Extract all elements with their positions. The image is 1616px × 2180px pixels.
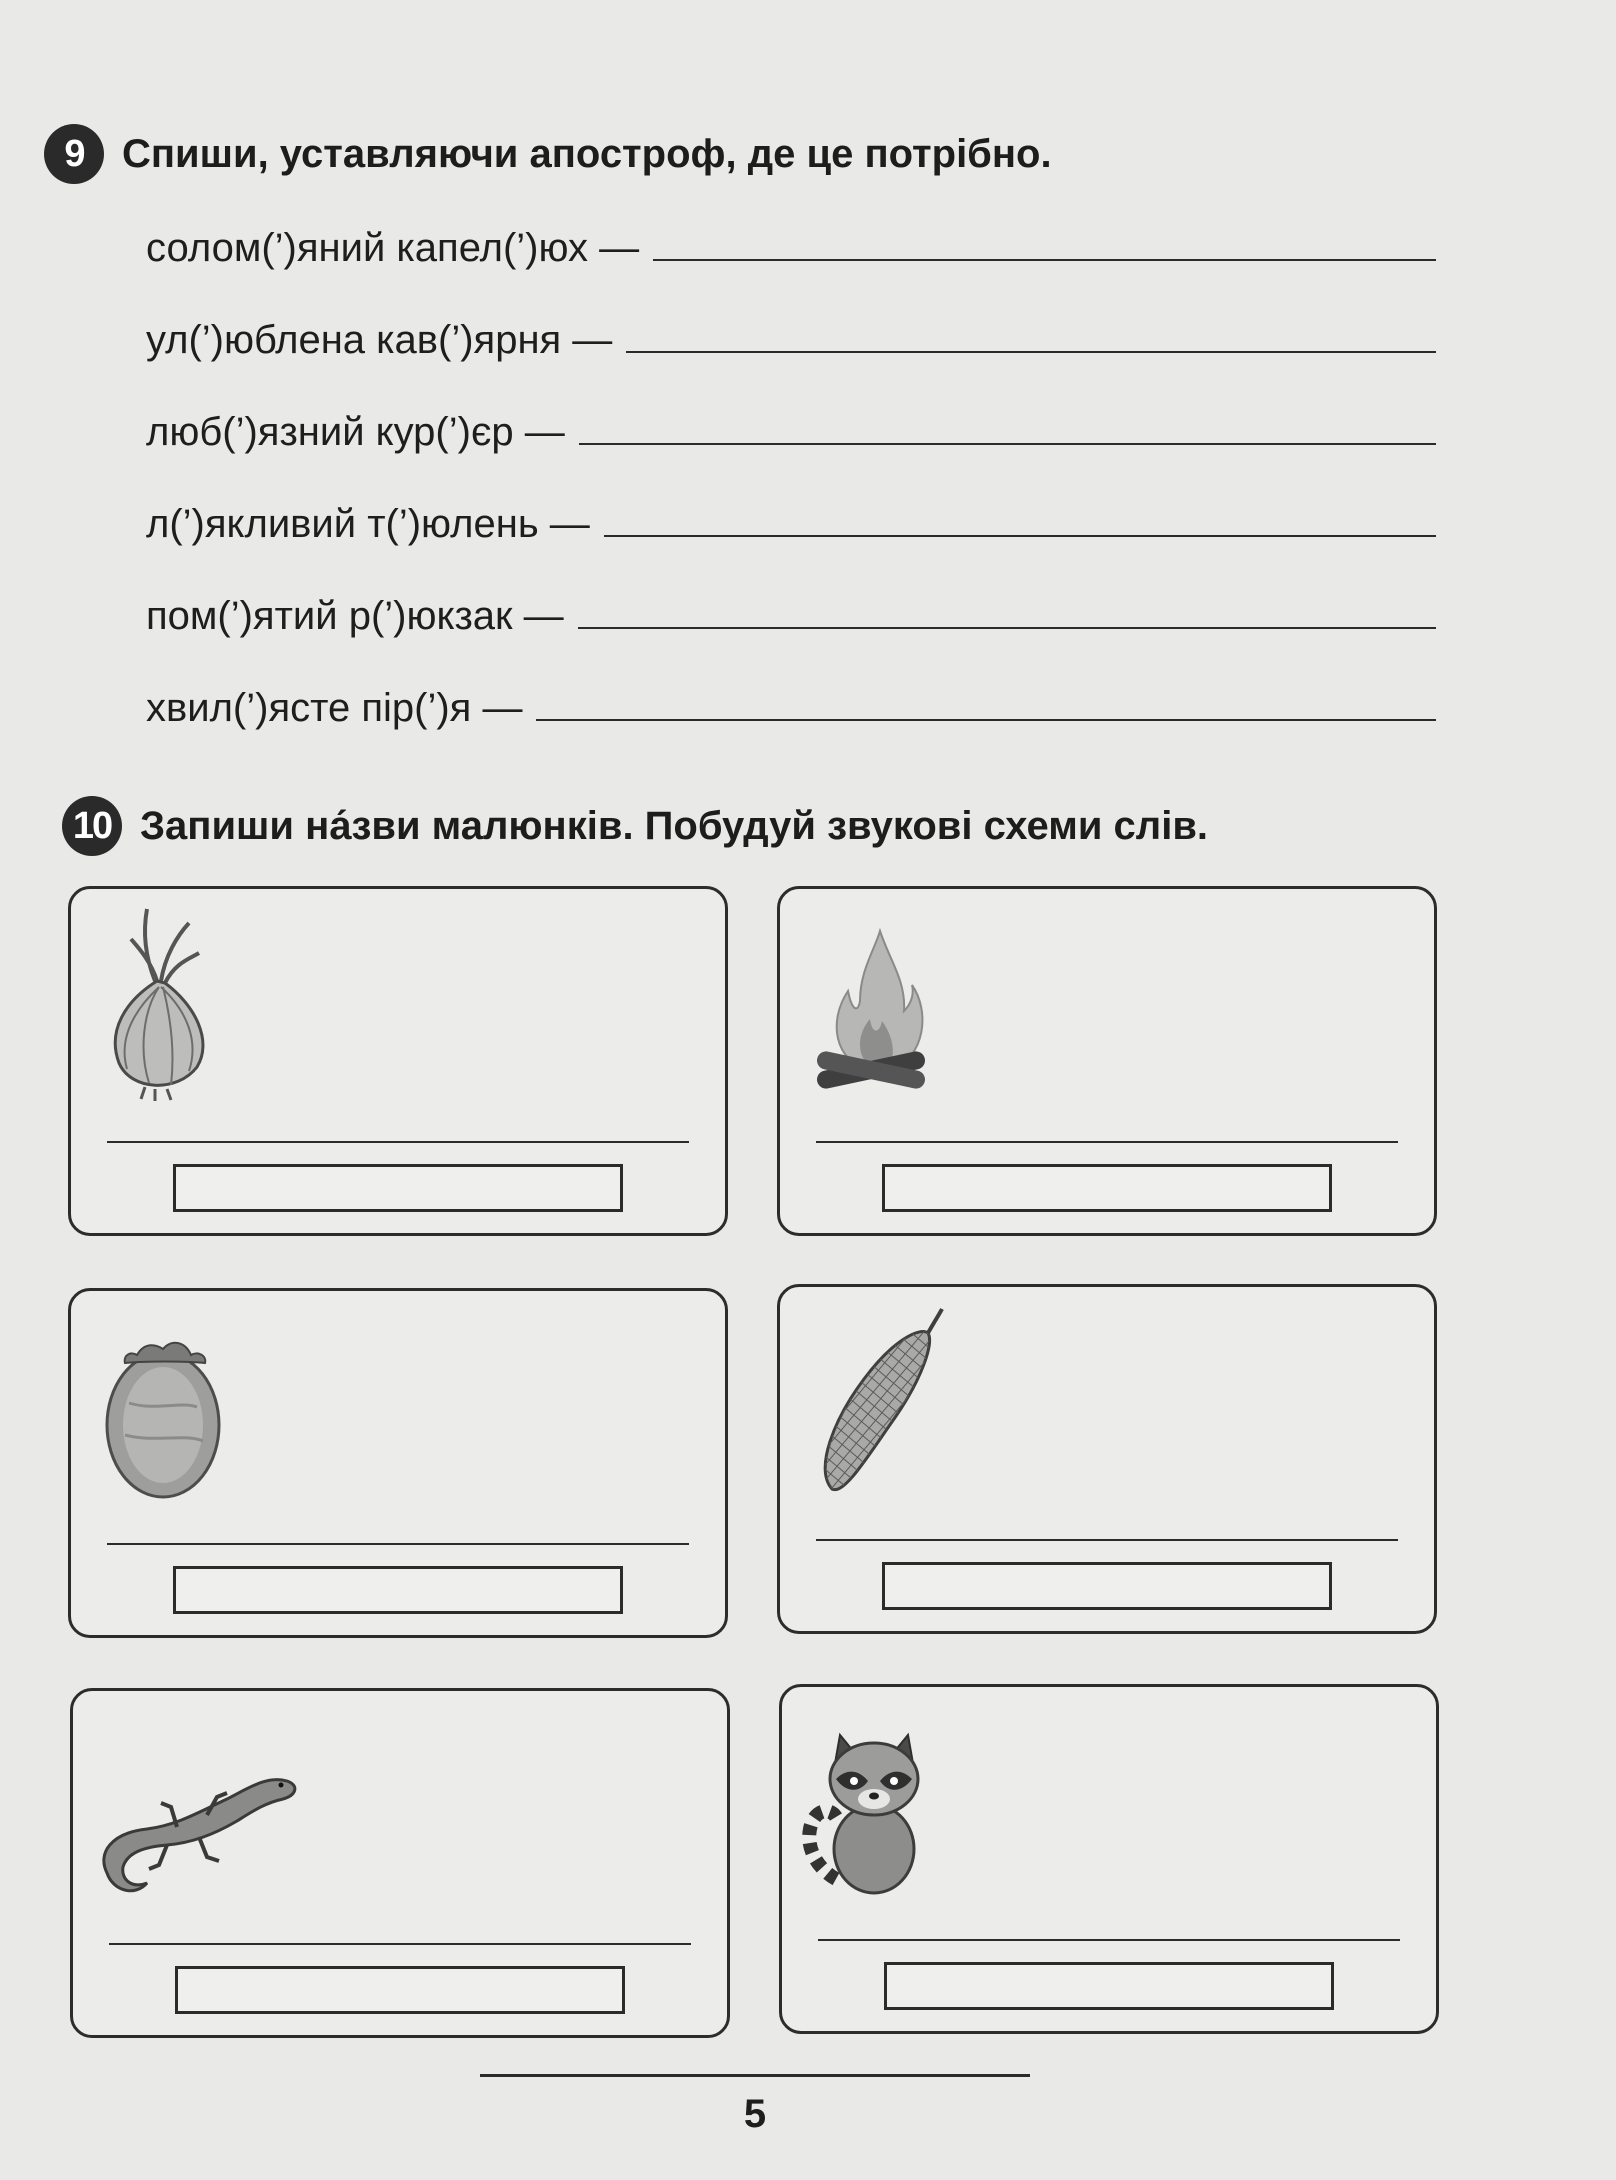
sound-scheme-box[interactable] [175, 1966, 625, 2014]
answer-line[interactable] [818, 1939, 1400, 1941]
answer-line[interactable] [653, 258, 1436, 261]
onion-icon [85, 901, 235, 1101]
picture-card-raccoon [779, 1684, 1439, 2034]
exercise-row[interactable] [146, 686, 1436, 733]
exercise-row[interactable] [146, 226, 1436, 273]
exercise-words: пом(’)ятий р(’)юкзак — [146, 594, 564, 638]
corn-icon [794, 1299, 944, 1499]
exercise-row[interactable] [146, 318, 1436, 365]
answer-line[interactable] [579, 442, 1436, 445]
exercise-words: солом(’)яний капел(’)юх — [146, 226, 640, 270]
exercise-row[interactable] [146, 594, 1436, 641]
picture-card-corn [777, 1284, 1437, 1634]
page-number: 5 [743, 2092, 767, 2136]
answer-line[interactable] [107, 1543, 689, 1545]
exercise-words: ул(’)юблена кав(’)ярня — [146, 318, 613, 362]
answer-line[interactable] [816, 1539, 1398, 1541]
answer-line[interactable] [107, 1141, 689, 1143]
answer-line[interactable] [536, 718, 1436, 721]
sound-scheme-box[interactable] [882, 1164, 1332, 1212]
picture-card-eggplant [68, 1288, 728, 1638]
task-9-title: Спиши, уставляючи апостроф, де це потрібно. [122, 131, 1052, 176]
sound-scheme-box[interactable] [173, 1164, 623, 1212]
answer-line[interactable] [626, 350, 1436, 353]
picture-card-lizard [70, 1688, 730, 2038]
answer-line[interactable] [109, 1943, 691, 1945]
sound-scheme-box[interactable] [173, 1566, 623, 1614]
picture-card-campfire [777, 886, 1437, 1236]
eggplant-icon [85, 1303, 235, 1503]
task-9-number: 9 [44, 124, 104, 184]
task-10-title: Запиши на́зви малюнків. Побудуй звукові схеми слів. [140, 803, 1209, 848]
answer-line[interactable] [578, 626, 1436, 629]
campfire-icon [794, 901, 944, 1101]
exercise-words: хвил(’)ясте пір(’)я — [146, 686, 523, 730]
footer-divider [480, 2074, 1030, 2077]
sound-scheme-box[interactable] [882, 1562, 1332, 1610]
answer-line[interactable] [816, 1141, 1398, 1143]
lizard-icon [87, 1703, 307, 1903]
exercise-words: люб(’)язний кур(’)єр — [146, 410, 565, 454]
raccoon-icon [796, 1699, 946, 1899]
exercise-row[interactable] [146, 410, 1436, 457]
task-10-number: 10 [62, 796, 122, 856]
task-9-header [44, 124, 1052, 184]
task-10-header [62, 796, 1208, 856]
exercise-row[interactable] [146, 502, 1436, 549]
picture-card-onion [68, 886, 728, 1236]
exercise-words: л(’)якливий т(’)юлень — [146, 502, 590, 546]
sound-scheme-box[interactable] [884, 1962, 1334, 2010]
answer-line[interactable] [604, 534, 1436, 537]
